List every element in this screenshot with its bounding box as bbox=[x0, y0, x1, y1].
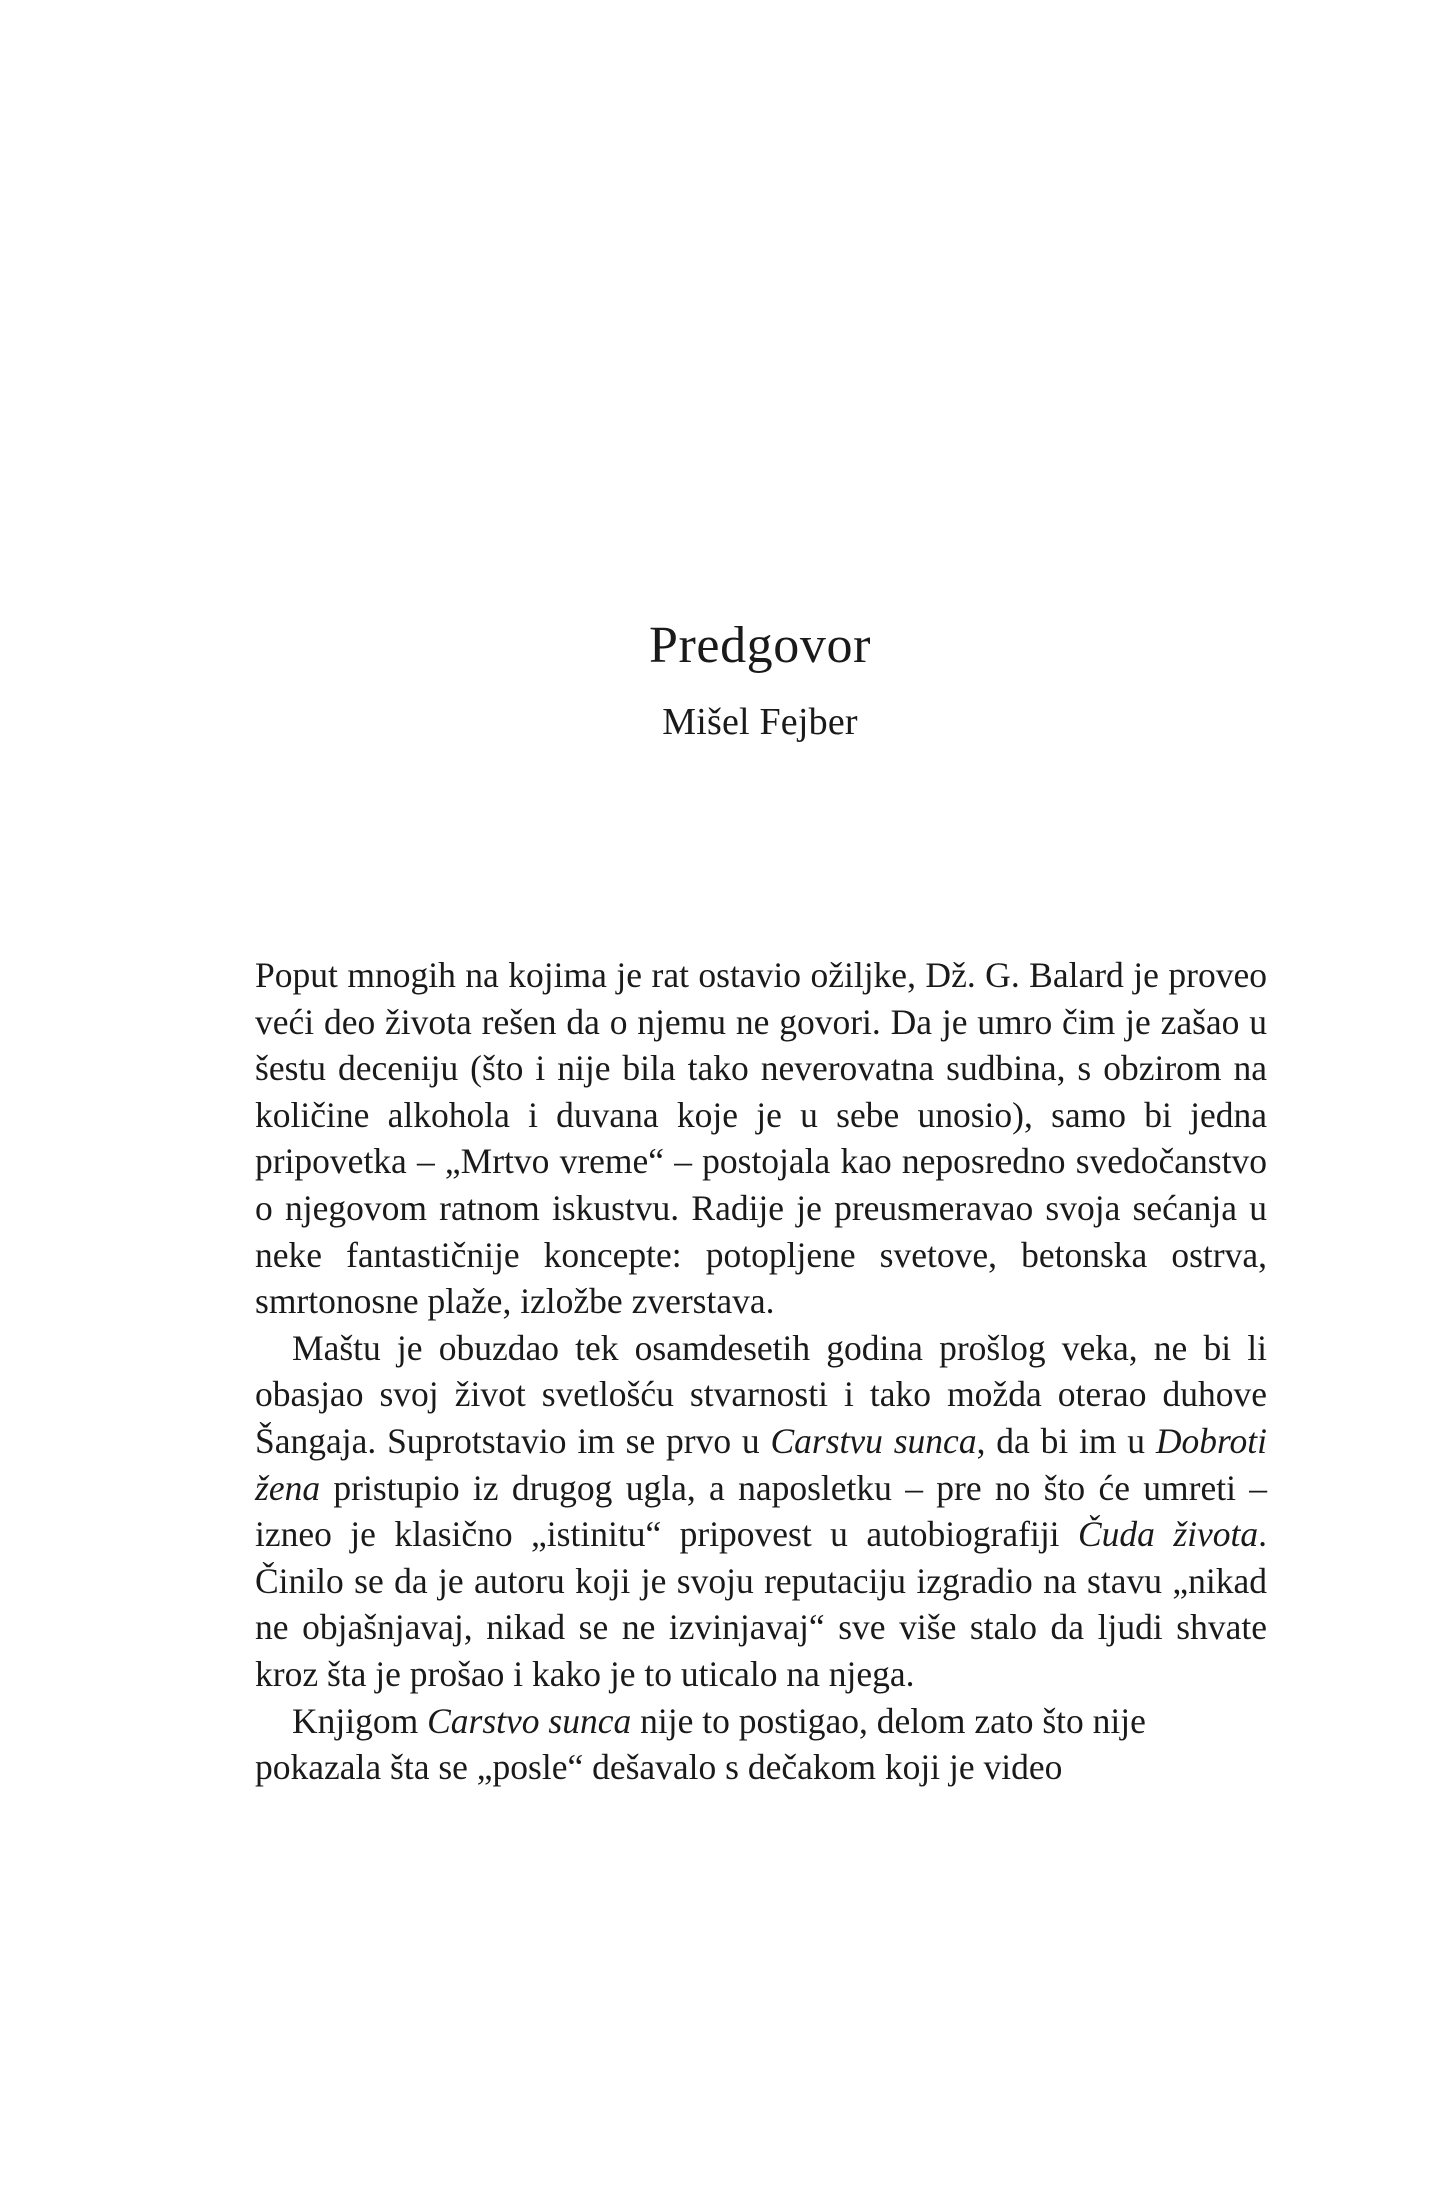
body-paragraph: Knjigom Carstvo sunca nije to postigao, delom zato što nije pokazala šta se „posle“ dešavalo s dečakom koji je video bbox=[255, 1700, 1146, 1788]
book-title-italic: Čuda života bbox=[1077, 1514, 1259, 1555]
page-title: Predgovor bbox=[648, 617, 872, 674]
body-paragraph: Maštu je obuzdao tek osamdesetih godina prošlog veka, ne bi li obasjao svoj život svetlošću stvarnosti i tako možda oterao duhove Šangaja. Suprotstavio im se prvo u Carstvu sunca, da bi im u Dobroti žena pristupio iz drugog ugla, a naposletku – pre no što će umreti – izneo je klasično „istinitu“ pripovest u autobiografiji Čuda života. Činilo se da je autoru koji je svoju reputaciju izgradio na stavu „nikad ne objašnjavaj, nikad se ne izvinjavaj“ sve više stalo da ljudi shvate kroz šta je prošao i kako je to uticalo na njega. bbox=[255, 1327, 1267, 1694]
book-title-italic: Dobroti žena bbox=[255, 1420, 1267, 1508]
chapter-heading-block bbox=[255, 617, 1265, 743]
body-text-column bbox=[255, 952, 1267, 1791]
body-paragraph: Poput mnogih na kojima je rat ostavio ožiljke, Dž. G. Balard je proveo veći deo života rešen da o njemu ne govori. Da je umro čim je zašao u šestu deceniju (što i nije bila tako neverovatna sudbina, s obzirom na količine alkohola i duvana koje je u sebe unosio), samo bi jedna pripovetka – „Mrtvo vreme“ – postojala kao neposredno svedočanstvo o njegovom ratnom iskustvu. Radije je preusmeravao svoja sećanja u neke fantastičnije koncepte: potopljene svetove, betonska ostrva, smrtonosne plaže, izložbe zverstava. bbox=[255, 955, 1267, 1322]
book-title-italic: Carstvu sunca bbox=[770, 1420, 977, 1461]
book-title-italic: Carstvo sunca bbox=[427, 1700, 632, 1741]
author-byline: Mišel Fejber bbox=[662, 701, 858, 743]
